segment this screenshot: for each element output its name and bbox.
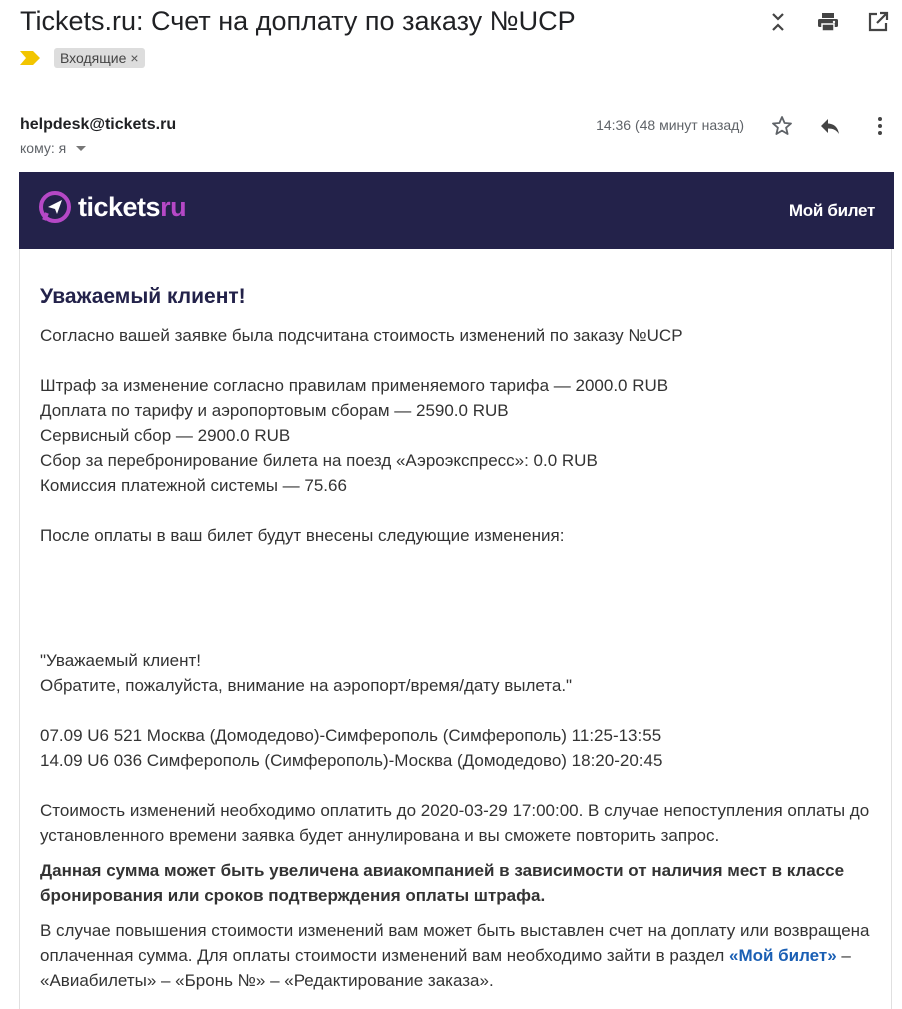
star-icon[interactable] <box>770 114 794 138</box>
recipient-text: кому: я <box>20 140 67 156</box>
tickets-logo-icon <box>38 190 72 224</box>
email-body <box>19 249 892 1009</box>
tickets-logo[interactable] <box>38 190 186 224</box>
recipient-details-caret-icon[interactable] <box>76 146 86 151</box>
email-banner <box>19 172 894 249</box>
open-in-new-window-icon[interactable] <box>866 10 890 34</box>
remove-label-icon[interactable]: × <box>130 50 139 66</box>
email-subject: Tickets.ru: Счет на доплату по заказу №UCP <box>20 6 576 36</box>
charge-line: Штраф за изменение согласно правилам применяемого тарифа — 2000.0 RUB <box>40 376 669 395</box>
deadline-text: Стоимость изменений необходимо оплатить до 2020-03-29 17:00:00. В случае непоступления оплаты до установленного времени заявка будет аннулирована и вы сможете повторить запрос. <box>40 801 870 845</box>
intro-text: Согласно вашей заявке была подсчитана стоимость изменений по заказу №UCP <box>40 326 683 345</box>
print-icon[interactable] <box>816 10 840 34</box>
charge-line: Сбор за перебронирование билета на поезд «Аэроэкспресс»: 0.0 RUB <box>40 451 598 470</box>
email-subject-row <box>20 6 890 42</box>
inbox-label-chip[interactable] <box>54 48 145 68</box>
charge-line: Комиссия платежной системы — 75.66 <box>40 476 347 495</box>
importance-marker-icon[interactable] <box>20 51 40 65</box>
charge-line: Доплата по тарифу и аэропортовым сборам — 2590.0 RUB <box>40 401 509 420</box>
label-row <box>20 46 145 70</box>
message-time: 14:36 (48 минут назад) <box>596 117 744 133</box>
sender-row <box>20 114 892 138</box>
recipient-row <box>20 140 86 156</box>
quote-line: "Уважаемый клиент! <box>40 651 201 670</box>
my-ticket-inline-link[interactable]: «Мой билет» <box>728 946 837 965</box>
more-vert-icon[interactable] <box>868 114 892 138</box>
warning-text: Данная сумма может быть увеличена авиакомпанией в зависимости от наличия мест в классе бронирования или сроков подтверждения оплаты штрафа. <box>40 861 845 905</box>
inbox-label-text: Входящие <box>60 50 127 66</box>
email-body-text <box>40 283 880 993</box>
tickets-logo-text: ticketsru <box>78 191 187 222</box>
my-ticket-link[interactable]: Мой билет <box>788 201 875 220</box>
quote-line: Обратите, пожалуйста, внимание на аэропорт/время/дату вылета." <box>40 676 573 695</box>
sender-address: helpdesk@tickets.ru <box>20 116 177 133</box>
reply-icon[interactable] <box>818 114 842 138</box>
collapse-icon[interactable] <box>766 10 790 34</box>
subject-actions <box>766 10 890 34</box>
flight-line: 07.09 U6 521 Москва (Домодедово)-Симферополь (Симферополь) 11:25-13:55 <box>40 726 662 745</box>
increase-text: В случае повышения стоимости изменений вам может быть выставлен счет на доплату или возвращена оплаченная сумма. Для оплаты стоимости изменений вам необходимо зайти в раздел «Мой билет» – «Авиабилеты» – «Бронь №» – «Редактирование заказа». <box>40 921 870 990</box>
flight-line: 14.09 U6 036 Симферополь (Симферополь)-Москва (Домодедово) 18:20-20:45 <box>40 751 663 770</box>
greeting-heading: Уважаемый клиент! <box>40 285 246 308</box>
after-payment-text: После оплаты в ваш билет будут внесены следующие изменения: <box>40 526 565 545</box>
charge-line: Сервисный сбор — 2900.0 RUB <box>40 426 291 445</box>
